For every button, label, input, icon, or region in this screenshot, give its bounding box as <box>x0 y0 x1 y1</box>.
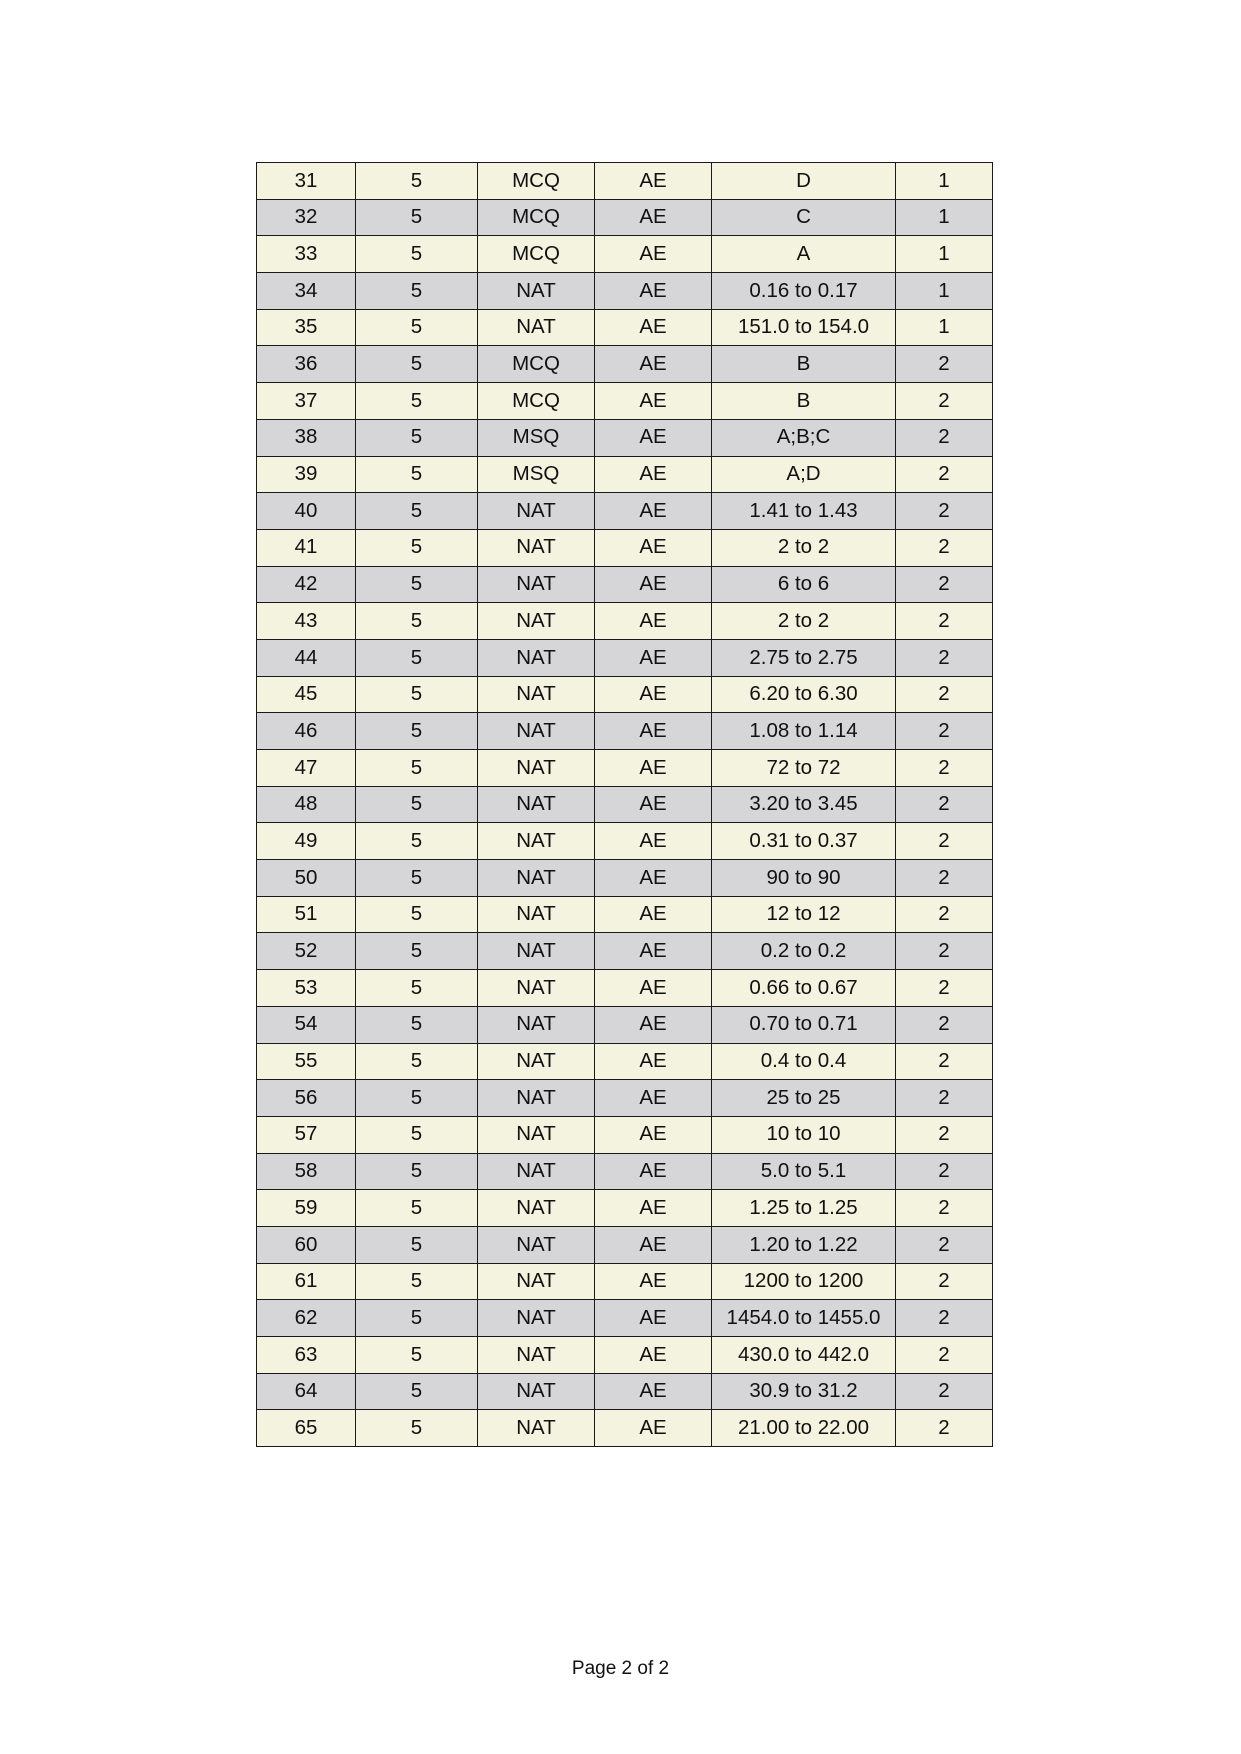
answer-key-cell: C <box>712 199 896 236</box>
marks-cell: 2 <box>896 529 993 566</box>
paper-code-cell: AE <box>595 383 712 420</box>
table-row <box>257 713 993 750</box>
marks-cell: 2 <box>896 346 993 383</box>
paper-code-cell: AE <box>595 1153 712 1190</box>
answer-key-cell: 90 to 90 <box>712 860 896 897</box>
question-type-cell: NAT <box>478 1043 595 1080</box>
marks-cell: 2 <box>896 493 993 530</box>
question-number-cell: 41 <box>257 529 356 566</box>
question-number-cell: 36 <box>257 346 356 383</box>
table-row <box>257 419 993 456</box>
section-cell: 5 <box>356 199 478 236</box>
table-row <box>257 676 993 713</box>
marks-cell: 2 <box>896 603 993 640</box>
question-type-cell: NAT <box>478 970 595 1007</box>
table-row <box>257 750 993 787</box>
question-number-cell: 50 <box>257 860 356 897</box>
section-cell: 5 <box>356 1263 478 1300</box>
question-number-cell: 34 <box>257 273 356 310</box>
marks-cell: 2 <box>896 1153 993 1190</box>
answer-key-cell: 0.66 to 0.67 <box>712 970 896 1007</box>
answer-key-cell: 3.20 to 3.45 <box>712 786 896 823</box>
question-type-cell: MSQ <box>478 419 595 456</box>
table-row <box>257 456 993 493</box>
question-number-cell: 53 <box>257 970 356 1007</box>
question-type-cell: NAT <box>478 1410 595 1447</box>
marks-cell: 2 <box>896 1043 993 1080</box>
table-row <box>257 860 993 897</box>
section-cell: 5 <box>356 676 478 713</box>
question-type-cell: NAT <box>478 1373 595 1410</box>
paper-code-cell: AE <box>595 163 712 200</box>
answer-key-cell: 2.75 to 2.75 <box>712 639 896 676</box>
table-row <box>257 383 993 420</box>
question-number-cell: 45 <box>257 676 356 713</box>
paper-code-cell: AE <box>595 786 712 823</box>
question-number-cell: 64 <box>257 1373 356 1410</box>
table-body <box>257 163 993 1447</box>
question-number-cell: 44 <box>257 639 356 676</box>
answer-key-cell: 25 to 25 <box>712 1080 896 1117</box>
question-number-cell: 31 <box>257 163 356 200</box>
marks-cell: 2 <box>896 456 993 493</box>
question-type-cell: NAT <box>478 1263 595 1300</box>
table-row <box>257 1006 993 1043</box>
section-cell: 5 <box>356 163 478 200</box>
question-type-cell: NAT <box>478 273 595 310</box>
paper-code-cell: AE <box>595 823 712 860</box>
answer-key-cell: 430.0 to 442.0 <box>712 1337 896 1374</box>
answer-key-cell: 72 to 72 <box>712 750 896 787</box>
question-type-cell: NAT <box>478 493 595 530</box>
table-row <box>257 970 993 1007</box>
paper-code-cell: AE <box>595 1337 712 1374</box>
marks-cell: 2 <box>896 383 993 420</box>
section-cell: 5 <box>356 603 478 640</box>
paper-code-cell: AE <box>595 750 712 787</box>
paper-code-cell: AE <box>595 346 712 383</box>
paper-code-cell: AE <box>595 1006 712 1043</box>
question-number-cell: 63 <box>257 1337 356 1374</box>
answer-key-cell: D <box>712 163 896 200</box>
question-type-cell: NAT <box>478 1226 595 1263</box>
table-row <box>257 309 993 346</box>
marks-cell: 2 <box>896 566 993 603</box>
question-number-cell: 46 <box>257 713 356 750</box>
table-row <box>257 346 993 383</box>
page-number: Page 2 of 2 <box>571 1658 670 1679</box>
question-type-cell: NAT <box>478 1153 595 1190</box>
paper-code-cell: AE <box>595 1373 712 1410</box>
paper-code-cell: AE <box>595 1300 712 1337</box>
answer-key-cell: B <box>712 383 896 420</box>
section-cell: 5 <box>356 529 478 566</box>
table-row <box>257 529 993 566</box>
answer-key-cell: 6 to 6 <box>712 566 896 603</box>
answer-key-cell: 0.31 to 0.37 <box>712 823 896 860</box>
answer-key-cell: 1.25 to 1.25 <box>712 1190 896 1227</box>
table-row <box>257 933 993 970</box>
paper-code-cell: AE <box>595 896 712 933</box>
paper-code-cell: AE <box>595 1116 712 1153</box>
question-type-cell: NAT <box>478 750 595 787</box>
paper-code-cell: AE <box>595 1226 712 1263</box>
answer-key-cell: 1.08 to 1.14 <box>712 713 896 750</box>
section-cell: 5 <box>356 236 478 273</box>
question-type-cell: NAT <box>478 639 595 676</box>
question-type-cell: NAT <box>478 566 595 603</box>
answer-key-cell: 6.20 to 6.30 <box>712 676 896 713</box>
answer-key-table <box>256 162 993 1447</box>
question-type-cell: NAT <box>478 823 595 860</box>
paper-code-cell: AE <box>595 603 712 640</box>
answer-key-cell: A;B;C <box>712 419 896 456</box>
question-type-cell: NAT <box>478 1116 595 1153</box>
marks-cell: 2 <box>896 970 993 1007</box>
paper-code-cell: AE <box>595 676 712 713</box>
question-type-cell: NAT <box>478 603 595 640</box>
question-type-cell: NAT <box>478 1190 595 1227</box>
table-row <box>257 1190 993 1227</box>
section-cell: 5 <box>356 1373 478 1410</box>
section-cell: 5 <box>356 1043 478 1080</box>
answer-key-cell: 21.00 to 22.00 <box>712 1410 896 1447</box>
table-row <box>257 896 993 933</box>
section-cell: 5 <box>356 1300 478 1337</box>
answer-key-cell: 1454.0 to 1455.0 <box>712 1300 896 1337</box>
marks-cell: 2 <box>896 750 993 787</box>
answer-key-cell: A;D <box>712 456 896 493</box>
question-number-cell: 60 <box>257 1226 356 1263</box>
question-type-cell: NAT <box>478 786 595 823</box>
section-cell: 5 <box>356 933 478 970</box>
answer-key-cell: B <box>712 346 896 383</box>
answer-key-cell: 2 to 2 <box>712 603 896 640</box>
paper-code-cell: AE <box>595 970 712 1007</box>
table-row <box>257 199 993 236</box>
section-cell: 5 <box>356 639 478 676</box>
table-row <box>257 493 993 530</box>
paper-code-cell: AE <box>595 273 712 310</box>
table-row <box>257 786 993 823</box>
question-type-cell: MCQ <box>478 236 595 273</box>
question-number-cell: 33 <box>257 236 356 273</box>
question-type-cell: NAT <box>478 529 595 566</box>
table-row <box>257 1226 993 1263</box>
answer-key-cell: 1.20 to 1.22 <box>712 1226 896 1263</box>
answer-key-cell: 30.9 to 31.2 <box>712 1373 896 1410</box>
answer-key-cell: 0.70 to 0.71 <box>712 1006 896 1043</box>
section-cell: 5 <box>356 786 478 823</box>
marks-cell: 2 <box>896 1373 993 1410</box>
table-row <box>257 1263 993 1300</box>
answer-key-cell: 1.41 to 1.43 <box>712 493 896 530</box>
section-cell: 5 <box>356 970 478 1007</box>
question-type-cell: NAT <box>478 713 595 750</box>
answer-key-cell: 2 to 2 <box>712 529 896 566</box>
question-type-cell: NAT <box>478 1300 595 1337</box>
question-type-cell: MCQ <box>478 163 595 200</box>
paper-code-cell: AE <box>595 1190 712 1227</box>
answer-key-cell: 0.2 to 0.2 <box>712 933 896 970</box>
marks-cell: 2 <box>896 1300 993 1337</box>
table-row <box>257 1373 993 1410</box>
paper-code-cell: AE <box>595 566 712 603</box>
question-number-cell: 35 <box>257 309 356 346</box>
marks-cell: 2 <box>896 786 993 823</box>
paper-code-cell: AE <box>595 236 712 273</box>
table-row <box>257 1080 993 1117</box>
paper-code-cell: AE <box>595 713 712 750</box>
question-number-cell: 38 <box>257 419 356 456</box>
question-type-cell: MSQ <box>478 456 595 493</box>
question-type-cell: NAT <box>478 933 595 970</box>
marks-cell: 2 <box>896 1006 993 1043</box>
section-cell: 5 <box>356 273 478 310</box>
marks-cell: 2 <box>896 823 993 860</box>
question-type-cell: NAT <box>478 309 595 346</box>
section-cell: 5 <box>356 896 478 933</box>
paper-code-cell: AE <box>595 309 712 346</box>
table-row <box>257 823 993 860</box>
paper-code-cell: AE <box>595 493 712 530</box>
question-type-cell: NAT <box>478 676 595 713</box>
question-number-cell: 37 <box>257 383 356 420</box>
section-cell: 5 <box>356 823 478 860</box>
section-cell: 5 <box>356 1153 478 1190</box>
question-number-cell: 56 <box>257 1080 356 1117</box>
section-cell: 5 <box>356 493 478 530</box>
table-row <box>257 1410 993 1447</box>
question-type-cell: NAT <box>478 1337 595 1374</box>
answer-key-cell: 0.4 to 0.4 <box>712 1043 896 1080</box>
marks-cell: 2 <box>896 860 993 897</box>
question-number-cell: 39 <box>257 456 356 493</box>
question-number-cell: 55 <box>257 1043 356 1080</box>
paper-code-cell: AE <box>595 639 712 676</box>
question-number-cell: 59 <box>257 1190 356 1227</box>
question-type-cell: NAT <box>478 896 595 933</box>
marks-cell: 2 <box>896 933 993 970</box>
marks-cell: 1 <box>896 163 993 200</box>
answer-key-cell: 5.0 to 5.1 <box>712 1153 896 1190</box>
question-type-cell: MCQ <box>478 199 595 236</box>
section-cell: 5 <box>356 346 478 383</box>
marks-cell: 2 <box>896 639 993 676</box>
section-cell: 5 <box>356 1116 478 1153</box>
paper-code-cell: AE <box>595 199 712 236</box>
marks-cell: 2 <box>896 1337 993 1374</box>
marks-cell: 1 <box>896 199 993 236</box>
question-number-cell: 61 <box>257 1263 356 1300</box>
section-cell: 5 <box>356 456 478 493</box>
section-cell: 5 <box>356 1190 478 1227</box>
table-row <box>257 1337 993 1374</box>
marks-cell: 2 <box>896 419 993 456</box>
table-row <box>257 566 993 603</box>
table-row <box>257 163 993 200</box>
question-number-cell: 62 <box>257 1300 356 1337</box>
paper-code-cell: AE <box>595 1410 712 1447</box>
paper-code-cell: AE <box>595 419 712 456</box>
marks-cell: 1 <box>896 236 993 273</box>
question-type-cell: MCQ <box>478 383 595 420</box>
question-type-cell: NAT <box>478 860 595 897</box>
question-type-cell: NAT <box>478 1006 595 1043</box>
table-row <box>257 1116 993 1153</box>
question-number-cell: 49 <box>257 823 356 860</box>
table-row <box>257 1043 993 1080</box>
marks-cell: 2 <box>896 1116 993 1153</box>
section-cell: 5 <box>356 1226 478 1263</box>
section-cell: 5 <box>356 1080 478 1117</box>
paper-code-cell: AE <box>595 1043 712 1080</box>
marks-cell: 2 <box>896 896 993 933</box>
table-row <box>257 236 993 273</box>
marks-cell: 2 <box>896 713 993 750</box>
paper-code-cell: AE <box>595 933 712 970</box>
question-number-cell: 54 <box>257 1006 356 1043</box>
question-number-cell: 43 <box>257 603 356 640</box>
section-cell: 5 <box>356 419 478 456</box>
paper-code-cell: AE <box>595 860 712 897</box>
section-cell: 5 <box>356 750 478 787</box>
table-row <box>257 1300 993 1337</box>
marks-cell: 1 <box>896 273 993 310</box>
paper-code-cell: AE <box>595 1080 712 1117</box>
answer-key-cell: A <box>712 236 896 273</box>
section-cell: 5 <box>356 1337 478 1374</box>
section-cell: 5 <box>356 1410 478 1447</box>
section-cell: 5 <box>356 860 478 897</box>
question-number-cell: 40 <box>257 493 356 530</box>
question-type-cell: NAT <box>478 1080 595 1117</box>
marks-cell: 2 <box>896 1226 993 1263</box>
table-row <box>257 1153 993 1190</box>
table-row <box>257 639 993 676</box>
marks-cell: 1 <box>896 309 993 346</box>
question-number-cell: 51 <box>257 896 356 933</box>
section-cell: 5 <box>356 1006 478 1043</box>
section-cell: 5 <box>356 566 478 603</box>
table-row <box>257 603 993 640</box>
answer-key-cell: 1200 to 1200 <box>712 1263 896 1300</box>
marks-cell: 2 <box>896 1190 993 1227</box>
section-cell: 5 <box>356 713 478 750</box>
paper-code-cell: AE <box>595 1263 712 1300</box>
marks-cell: 2 <box>896 676 993 713</box>
question-number-cell: 57 <box>257 1116 356 1153</box>
question-number-cell: 32 <box>257 199 356 236</box>
question-number-cell: 42 <box>257 566 356 603</box>
answer-key-cell: 12 to 12 <box>712 896 896 933</box>
answer-key-cell: 151.0 to 154.0 <box>712 309 896 346</box>
section-cell: 5 <box>356 309 478 346</box>
marks-cell: 2 <box>896 1263 993 1300</box>
question-number-cell: 58 <box>257 1153 356 1190</box>
answer-key-cell: 0.16 to 0.17 <box>712 273 896 310</box>
question-type-cell: MCQ <box>478 346 595 383</box>
question-number-cell: 48 <box>257 786 356 823</box>
question-number-cell: 52 <box>257 933 356 970</box>
section-cell: 5 <box>356 383 478 420</box>
question-number-cell: 47 <box>257 750 356 787</box>
question-number-cell: 65 <box>257 1410 356 1447</box>
answer-key-cell: 10 to 10 <box>712 1116 896 1153</box>
paper-code-cell: AE <box>595 529 712 566</box>
marks-cell: 2 <box>896 1080 993 1117</box>
paper-code-cell: AE <box>595 456 712 493</box>
marks-cell: 2 <box>896 1410 993 1447</box>
table-row <box>257 273 993 310</box>
